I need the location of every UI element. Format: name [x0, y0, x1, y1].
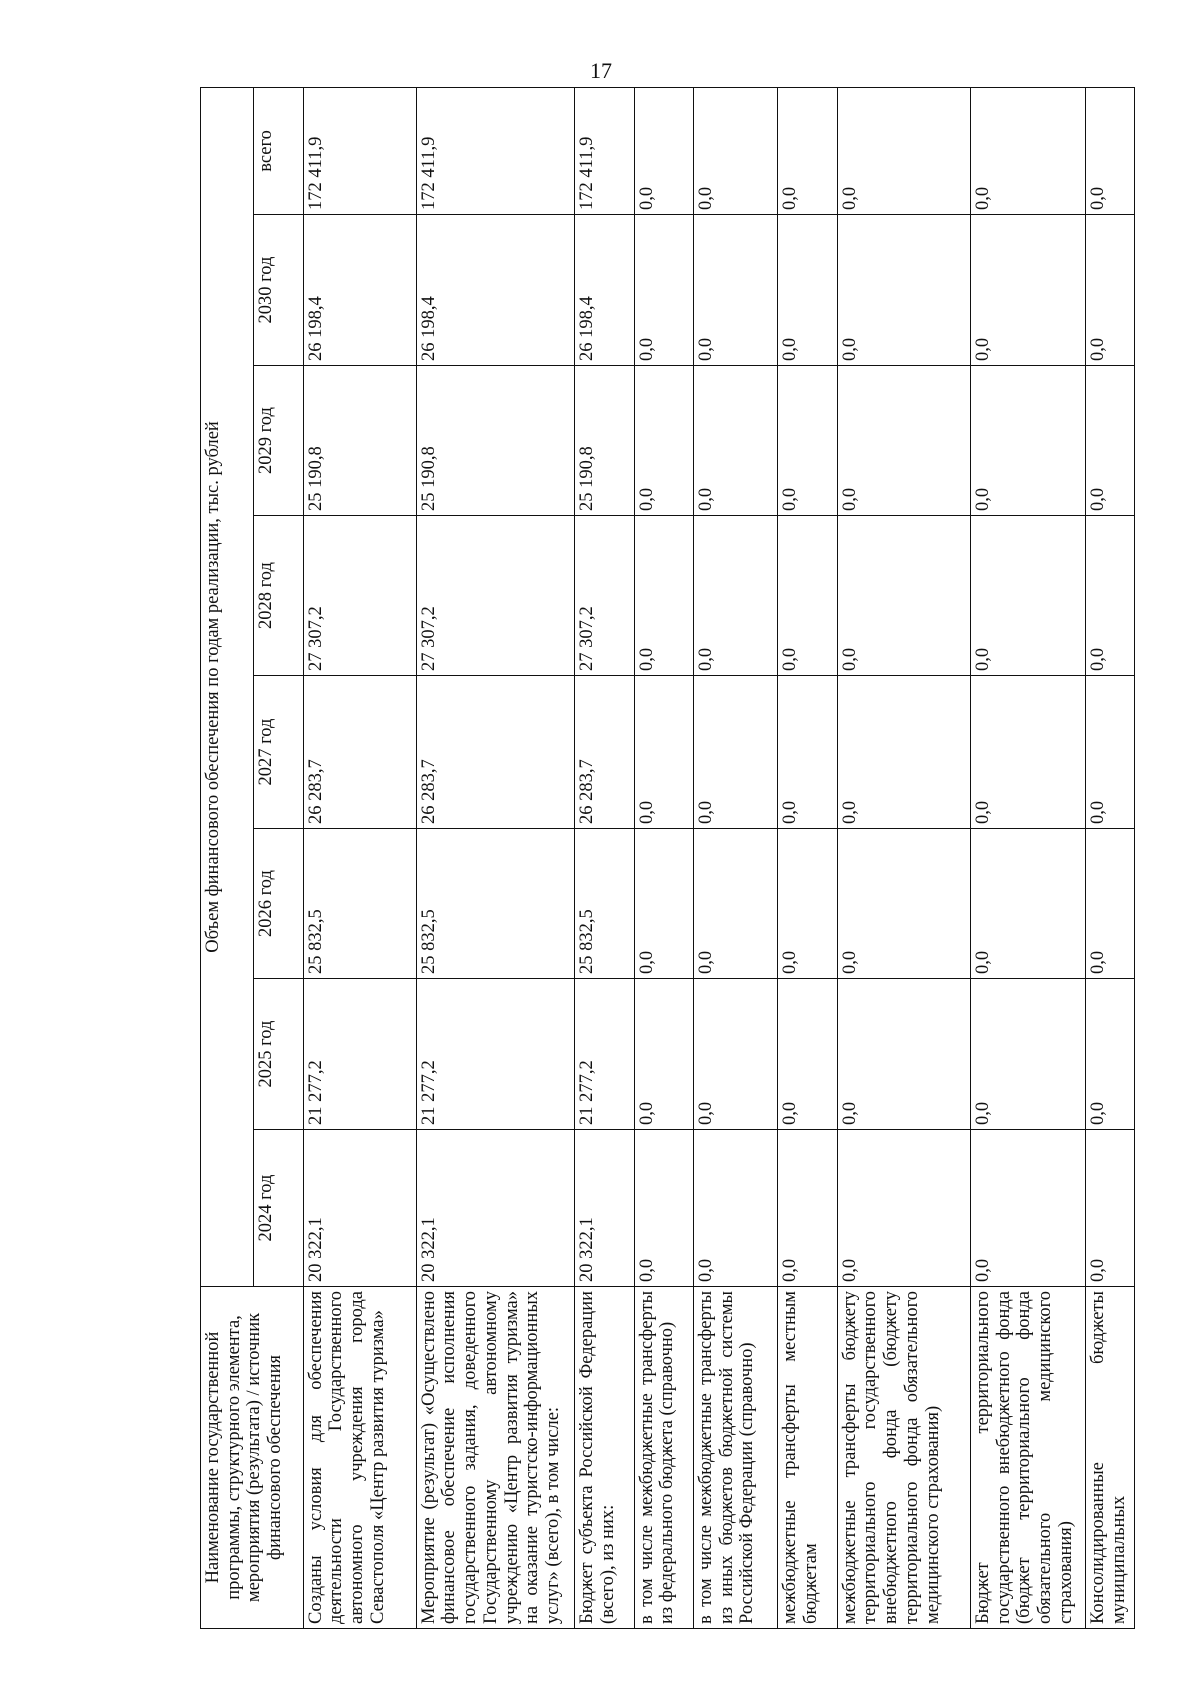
table-row [634, 87, 693, 1628]
total-value: 172 411,9 [416, 87, 575, 214]
year-value: 0,0 [970, 215, 1085, 366]
year-value: 0,0 [634, 366, 693, 516]
year-value: 0,0 [634, 215, 693, 366]
year-value: 27 307,2 [303, 516, 416, 676]
table-row [778, 87, 837, 1628]
name-column-header: Наименование государственной программы, структурного элемента, мероприятия (результата) / источник финансового обеспечения [201, 1287, 304, 1629]
year-value: 0,0 [837, 829, 970, 979]
table-row [837, 87, 970, 1628]
year-value: 0,0 [970, 1130, 1085, 1287]
year-value: 27 307,2 [416, 516, 575, 676]
row-name: в том числе межбюджетные трансферты из иных бюджетов бюджетной системы Российской Федерации (справочно) [693, 1287, 778, 1629]
year-header: 2027 год [253, 676, 303, 829]
total-value: 0,0 [778, 87, 837, 214]
year-value: 0,0 [778, 516, 837, 676]
financing-table [200, 87, 1135, 1629]
year-value: 0,0 [1085, 366, 1134, 516]
year-value: 0,0 [693, 676, 778, 829]
table-row [1085, 87, 1134, 1628]
year-header: 2028 год [253, 516, 303, 676]
year-value: 26 283,7 [303, 676, 416, 829]
year-value: 0,0 [634, 516, 693, 676]
table-row [416, 87, 575, 1628]
total-value: 0,0 [837, 87, 970, 214]
total-value: 0,0 [693, 87, 778, 214]
year-value: 0,0 [693, 979, 778, 1130]
year-value: 0,0 [837, 1130, 970, 1287]
year-value: 0,0 [970, 516, 1085, 676]
year-value: 0,0 [693, 1130, 778, 1287]
year-value: 0,0 [634, 676, 693, 829]
table-row [303, 87, 416, 1628]
year-value: 26 198,4 [303, 215, 416, 366]
year-value: 0,0 [778, 829, 837, 979]
year-value: 20 322,1 [575, 1130, 634, 1287]
year-header: 2030 год [253, 215, 303, 366]
year-value: 0,0 [970, 829, 1085, 979]
year-value: 21 277,2 [575, 979, 634, 1130]
year-value: 0,0 [970, 676, 1085, 829]
year-value: 26 198,4 [416, 215, 575, 366]
year-value: 0,0 [693, 516, 778, 676]
row-name: Консолидированные бюджеты муниципальных [1085, 1287, 1134, 1629]
year-value: 0,0 [778, 979, 837, 1130]
year-value: 25 190,8 [303, 366, 416, 516]
year-value: 0,0 [970, 366, 1085, 516]
year-header: 2029 год [253, 366, 303, 516]
row-name: Созданы условия для обеспечения деятельности Государственного автономного учреждения города Севастополя «Центр развития туризма» [303, 1287, 416, 1629]
table-row [970, 87, 1085, 1628]
total-value: 0,0 [970, 87, 1085, 214]
year-value: 0,0 [1085, 829, 1134, 979]
year-value: 21 277,2 [416, 979, 575, 1130]
year-value: 0,0 [1085, 676, 1134, 829]
year-header: 2024 год [253, 1130, 303, 1287]
total-value: 172 411,9 [303, 87, 416, 214]
year-value: 20 322,1 [303, 1130, 416, 1287]
year-value: 25 832,5 [575, 829, 634, 979]
row-name: в том числе межбюджетные трансферты из федерального бюджета (справочно) [634, 1287, 693, 1629]
year-value: 26 198,4 [575, 215, 634, 366]
row-name: Бюджет субъекта Российской Федерации (всего), из них: [575, 1287, 634, 1629]
year-value: 0,0 [693, 366, 778, 516]
year-value: 0,0 [837, 516, 970, 676]
year-value: 27 307,2 [575, 516, 634, 676]
rotated-table-container [200, 88, 1135, 1629]
year-value: 0,0 [778, 215, 837, 366]
year-value: 0,0 [778, 366, 837, 516]
year-value: 25 190,8 [416, 366, 575, 516]
year-value: 21 277,2 [303, 979, 416, 1130]
year-value: 0,0 [1085, 215, 1134, 366]
header-row [201, 87, 254, 1628]
year-value: 25 190,8 [575, 366, 634, 516]
year-value: 0,0 [778, 676, 837, 829]
year-value: 0,0 [837, 979, 970, 1130]
year-value: 0,0 [1085, 1130, 1134, 1287]
row-name: межбюджетные трансферты местным бюджетам [778, 1287, 837, 1629]
year-header: 2025 год [253, 979, 303, 1130]
total-value: 0,0 [634, 87, 693, 214]
year-header: 2026 год [253, 829, 303, 979]
year-value: 0,0 [837, 366, 970, 516]
row-name: Мероприятие (результат) «Осуществлено финансовое обеспечение исполнения государственного задания, доведенного Государственному автономному учреждению «Центр развития туризма» на оказание туристско-информационных услуг» (всего), в том числе: [416, 1287, 575, 1629]
year-value: 0,0 [1085, 979, 1134, 1130]
row-name: межбюджетные трансферты бюджету территориального государственного внебюджетного фонда (бюджету территориального фонда обязательного медицинского страхования) [837, 1287, 970, 1629]
year-value: 0,0 [634, 979, 693, 1130]
year-value: 0,0 [693, 215, 778, 366]
financing-group-header: Объем финансового обеспечения по годам реализации, тыс. рублей [201, 87, 254, 1286]
year-value: 0,0 [634, 1130, 693, 1287]
year-value: 0,0 [778, 1130, 837, 1287]
year-value: 0,0 [837, 215, 970, 366]
table-row [693, 87, 778, 1628]
year-value: 25 832,5 [303, 829, 416, 979]
page-number: 17 [590, 58, 612, 83]
year-value: 0,0 [1085, 516, 1134, 676]
total-value: 172 411,9 [575, 87, 634, 214]
row-name: Бюджет территориального государственного внебюджетного фонда (бюджет территориального фонда обязательного медицинского страхования) [970, 1287, 1085, 1629]
year-value: 20 322,1 [416, 1130, 575, 1287]
year-value: 0,0 [634, 829, 693, 979]
year-value: 26 283,7 [575, 676, 634, 829]
year-value: 0,0 [837, 676, 970, 829]
year-value: 0,0 [970, 979, 1085, 1130]
table-row [575, 87, 634, 1628]
total-header: всего [253, 87, 303, 214]
year-value: 0,0 [693, 829, 778, 979]
year-value: 26 283,7 [416, 676, 575, 829]
year-value: 25 832,5 [416, 829, 575, 979]
total-value: 0,0 [1085, 87, 1134, 214]
